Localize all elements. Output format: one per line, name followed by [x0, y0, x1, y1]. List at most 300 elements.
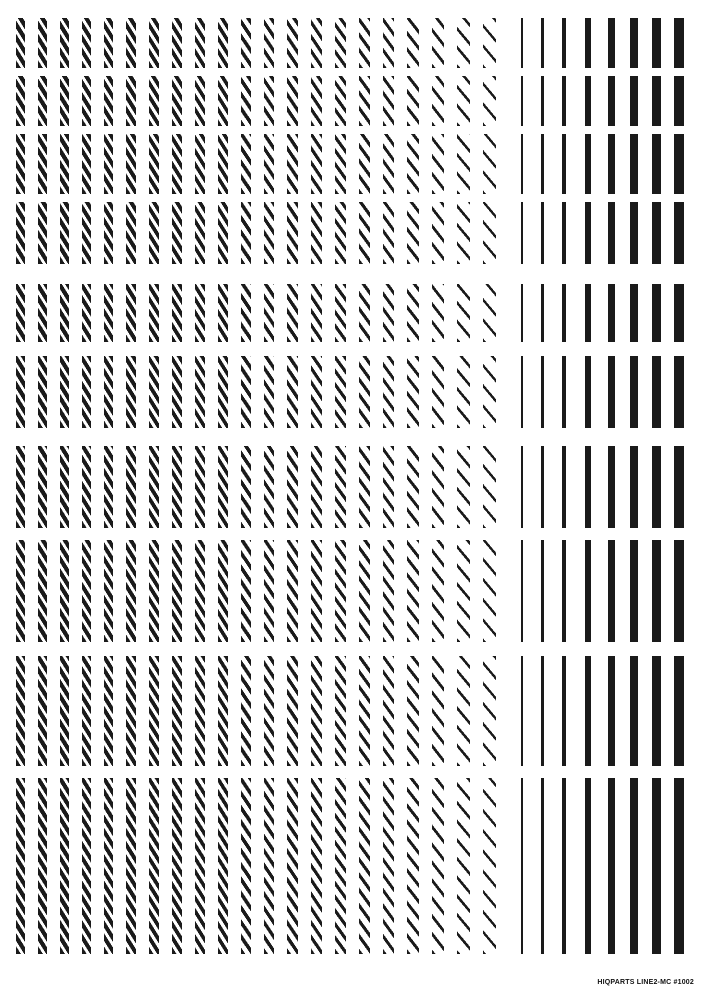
striped-bar	[311, 202, 322, 264]
striped-bar	[264, 134, 274, 194]
striped-bar	[383, 18, 394, 68]
striped-bar	[149, 540, 159, 642]
striped-bar	[82, 656, 91, 766]
striped-bar	[241, 284, 251, 342]
striped-bar	[172, 18, 182, 68]
striped-bar	[218, 356, 228, 428]
striped-bar	[16, 356, 25, 428]
striped-bar	[60, 356, 69, 428]
striped-bar	[241, 18, 251, 68]
striped-bar	[383, 656, 394, 766]
solid-bar	[585, 356, 591, 428]
striped-bar	[172, 656, 182, 766]
striped-bar	[126, 446, 136, 528]
solid-bar	[630, 202, 638, 264]
striped-bar	[195, 356, 205, 428]
striped-bar	[432, 18, 444, 68]
striped-bar	[457, 540, 470, 642]
striped-bar	[359, 284, 370, 342]
striped-bar	[60, 134, 69, 194]
solid-bar	[521, 356, 523, 428]
striped-bar	[311, 446, 322, 528]
solid-bar	[585, 656, 591, 766]
striped-bar	[383, 76, 394, 126]
striped-bar	[432, 284, 444, 342]
striped-bar	[126, 202, 136, 264]
striped-bar	[82, 18, 91, 68]
striped-bar	[60, 76, 69, 126]
striped-bar	[407, 656, 419, 766]
striped-bar	[432, 446, 444, 528]
striped-bar	[241, 778, 251, 954]
striped-bar	[126, 778, 136, 954]
solid-bar	[562, 134, 566, 194]
striped-bar	[195, 656, 205, 766]
solid-bar	[652, 76, 661, 126]
striped-bar	[407, 18, 419, 68]
solid-bar	[674, 778, 684, 954]
solid-bar	[674, 446, 684, 528]
solid-bar	[562, 202, 566, 264]
striped-bar	[287, 778, 298, 954]
striped-bar	[195, 18, 205, 68]
pattern-band	[0, 76, 706, 126]
solid-bar	[541, 18, 544, 68]
striped-bar	[287, 656, 298, 766]
striped-bar	[38, 778, 47, 954]
striped-bar	[82, 540, 91, 642]
striped-bar	[126, 656, 136, 766]
solid-bar	[521, 134, 523, 194]
striped-bar	[82, 778, 91, 954]
striped-bar	[38, 76, 47, 126]
striped-bar	[432, 134, 444, 194]
striped-bar	[359, 202, 370, 264]
striped-bar	[126, 18, 136, 68]
striped-bar	[149, 446, 159, 528]
striped-bar	[335, 540, 346, 642]
striped-bar	[407, 202, 419, 264]
striped-bar	[60, 202, 69, 264]
striped-bar	[172, 76, 182, 126]
striped-bar	[172, 356, 182, 428]
striped-bar	[60, 540, 69, 642]
striped-bar	[335, 76, 346, 126]
striped-bar	[287, 356, 298, 428]
solid-bar	[630, 284, 638, 342]
striped-bar	[287, 540, 298, 642]
solid-bar	[608, 356, 615, 428]
striped-bar	[483, 656, 496, 766]
striped-bar	[335, 446, 346, 528]
striped-bar	[241, 446, 251, 528]
striped-bar	[172, 202, 182, 264]
striped-bar	[483, 18, 496, 68]
striped-bar	[483, 446, 496, 528]
striped-bar	[38, 202, 47, 264]
solid-bar	[541, 446, 544, 528]
pattern-band	[0, 656, 706, 766]
striped-bar	[126, 284, 136, 342]
striped-bar	[172, 284, 182, 342]
striped-bar	[457, 656, 470, 766]
solid-bar	[608, 202, 615, 264]
striped-bar	[407, 540, 419, 642]
striped-bar	[218, 656, 228, 766]
solid-bar	[652, 18, 661, 68]
striped-bar	[82, 76, 91, 126]
solid-bar	[585, 18, 591, 68]
striped-bar	[16, 540, 25, 642]
striped-bar	[457, 134, 470, 194]
solid-bar	[585, 446, 591, 528]
solid-bar	[521, 778, 523, 954]
striped-bar	[407, 76, 419, 126]
striped-bar	[383, 202, 394, 264]
striped-bar	[483, 202, 496, 264]
striped-bar	[126, 76, 136, 126]
striped-bar	[38, 18, 47, 68]
pattern-band	[0, 540, 706, 642]
pattern-band	[0, 202, 706, 264]
striped-bar	[149, 284, 159, 342]
solid-bar	[608, 284, 615, 342]
solid-bar	[630, 778, 638, 954]
striped-bar	[264, 540, 274, 642]
solid-bar	[674, 284, 684, 342]
solid-bar	[521, 18, 523, 68]
striped-bar	[311, 284, 322, 342]
striped-bar	[104, 202, 113, 264]
striped-bar	[126, 540, 136, 642]
pattern-band	[0, 778, 706, 954]
pattern-band	[0, 284, 706, 342]
striped-bar	[241, 76, 251, 126]
striped-bar	[359, 18, 370, 68]
striped-bar	[264, 202, 274, 264]
solid-bar	[521, 656, 523, 766]
striped-bar	[172, 446, 182, 528]
solid-bar	[674, 202, 684, 264]
solid-bar	[608, 778, 615, 954]
solid-bar	[608, 446, 615, 528]
striped-bar	[82, 356, 91, 428]
striped-bar	[383, 446, 394, 528]
solid-bar	[674, 540, 684, 642]
striped-bar	[218, 284, 228, 342]
striped-bar	[311, 778, 322, 954]
solid-bar	[674, 656, 684, 766]
striped-bar	[383, 778, 394, 954]
striped-bar	[287, 446, 298, 528]
pattern-band	[0, 446, 706, 528]
solid-bar	[630, 540, 638, 642]
striped-bar	[82, 202, 91, 264]
striped-bar	[335, 284, 346, 342]
striped-bar	[82, 446, 91, 528]
striped-bar	[264, 778, 274, 954]
striped-bar	[104, 778, 113, 954]
solid-bar	[521, 202, 523, 264]
solid-bar	[674, 76, 684, 126]
striped-bar	[264, 356, 274, 428]
solid-bar	[521, 540, 523, 642]
solid-bar	[562, 284, 566, 342]
striped-bar	[359, 540, 370, 642]
striped-bar	[104, 18, 113, 68]
striped-bar	[483, 778, 496, 954]
solid-bar	[585, 284, 591, 342]
striped-bar	[38, 284, 47, 342]
solid-bar	[562, 18, 566, 68]
striped-bar	[432, 656, 444, 766]
striped-bar	[432, 202, 444, 264]
sheet-caption: HIQPARTS LINE2-MC #1002	[597, 979, 694, 986]
striped-bar	[218, 778, 228, 954]
striped-bar	[218, 134, 228, 194]
solid-bar	[541, 778, 544, 954]
solid-bar	[562, 356, 566, 428]
solid-bar	[652, 540, 661, 642]
striped-bar	[195, 778, 205, 954]
solid-bar	[541, 284, 544, 342]
striped-bar	[38, 540, 47, 642]
solid-bar	[652, 656, 661, 766]
solid-bar	[562, 540, 566, 642]
solid-bar	[585, 540, 591, 642]
solid-bar	[608, 540, 615, 642]
solid-bar	[541, 656, 544, 766]
striped-bar	[483, 284, 496, 342]
solid-bar	[652, 134, 661, 194]
solid-bar	[630, 18, 638, 68]
solid-bar	[585, 778, 591, 954]
solid-bar	[608, 134, 615, 194]
striped-bar	[195, 134, 205, 194]
striped-bar	[104, 656, 113, 766]
striped-bar	[432, 76, 444, 126]
striped-bar	[359, 656, 370, 766]
solid-bar	[585, 76, 591, 126]
striped-bar	[457, 356, 470, 428]
striped-bar	[311, 76, 322, 126]
striped-bar	[60, 18, 69, 68]
striped-bar	[335, 134, 346, 194]
solid-bar	[630, 76, 638, 126]
solid-bar	[674, 134, 684, 194]
striped-bar	[383, 134, 394, 194]
striped-bar	[335, 356, 346, 428]
striped-bar	[218, 18, 228, 68]
striped-bar	[483, 76, 496, 126]
solid-bar	[585, 202, 591, 264]
striped-bar	[311, 540, 322, 642]
striped-bar	[483, 540, 496, 642]
striped-bar	[287, 202, 298, 264]
striped-bar	[483, 134, 496, 194]
striped-bar	[16, 284, 25, 342]
striped-bar	[149, 356, 159, 428]
striped-bar	[407, 284, 419, 342]
striped-bar	[264, 446, 274, 528]
striped-bar	[359, 778, 370, 954]
solid-bar	[630, 134, 638, 194]
striped-bar	[218, 202, 228, 264]
pattern-band	[0, 134, 706, 194]
striped-bar	[16, 76, 25, 126]
solid-bar	[541, 134, 544, 194]
striped-bar	[432, 356, 444, 428]
striped-bar	[126, 134, 136, 194]
striped-bar	[104, 356, 113, 428]
solid-bar	[541, 202, 544, 264]
striped-bar	[335, 202, 346, 264]
striped-bar	[407, 778, 419, 954]
striped-bar	[16, 18, 25, 68]
striped-bar	[311, 656, 322, 766]
striped-bar	[82, 284, 91, 342]
striped-bar	[335, 656, 346, 766]
striped-bar	[218, 446, 228, 528]
striped-bar	[149, 18, 159, 68]
striped-bar	[195, 202, 205, 264]
striped-bar	[311, 356, 322, 428]
striped-bar	[264, 284, 274, 342]
striped-bar	[149, 778, 159, 954]
striped-bar	[241, 356, 251, 428]
solid-bar	[652, 446, 661, 528]
striped-bar	[126, 356, 136, 428]
striped-bar	[241, 540, 251, 642]
striped-bar	[311, 18, 322, 68]
striped-bar	[264, 656, 274, 766]
striped-bar	[457, 284, 470, 342]
solid-bar	[674, 18, 684, 68]
striped-bar	[457, 202, 470, 264]
solid-bar	[608, 656, 615, 766]
striped-bar	[172, 134, 182, 194]
striped-bar	[60, 778, 69, 954]
striped-bar	[38, 134, 47, 194]
striped-bar	[82, 134, 91, 194]
striped-bar	[149, 76, 159, 126]
striped-bar	[407, 134, 419, 194]
striped-bar	[457, 76, 470, 126]
pattern-band	[0, 18, 706, 68]
striped-bar	[287, 134, 298, 194]
solid-bar	[562, 76, 566, 126]
solid-bar	[541, 356, 544, 428]
striped-bar	[383, 540, 394, 642]
striped-bar	[241, 202, 251, 264]
solid-bar	[630, 356, 638, 428]
striped-bar	[16, 202, 25, 264]
striped-bar	[383, 356, 394, 428]
solid-bar	[541, 540, 544, 642]
striped-bar	[38, 656, 47, 766]
solid-bar	[608, 76, 615, 126]
striped-bar	[195, 446, 205, 528]
solid-bar	[521, 76, 523, 126]
striped-bar	[104, 76, 113, 126]
striped-bar	[359, 356, 370, 428]
striped-bar	[172, 540, 182, 642]
striped-bar	[311, 134, 322, 194]
striped-bar	[383, 284, 394, 342]
solid-bar	[521, 446, 523, 528]
striped-bar	[335, 18, 346, 68]
striped-bar	[149, 656, 159, 766]
striped-bar	[359, 76, 370, 126]
striped-bar	[407, 446, 419, 528]
striped-bar	[483, 356, 496, 428]
striped-bar	[195, 540, 205, 642]
striped-bar	[104, 134, 113, 194]
striped-bar	[359, 134, 370, 194]
striped-bar	[60, 446, 69, 528]
striped-bar	[16, 446, 25, 528]
striped-bar	[359, 446, 370, 528]
solid-bar	[652, 284, 661, 342]
striped-bar	[60, 656, 69, 766]
solid-bar	[608, 18, 615, 68]
solid-bar	[562, 778, 566, 954]
solid-bar	[562, 656, 566, 766]
striped-bar	[195, 76, 205, 126]
striped-bar	[287, 76, 298, 126]
striped-bar	[287, 18, 298, 68]
striped-bar	[287, 284, 298, 342]
striped-bar	[172, 778, 182, 954]
striped-bar	[432, 778, 444, 954]
solid-bar	[562, 446, 566, 528]
striped-bar	[38, 446, 47, 528]
striped-bar	[407, 356, 419, 428]
striped-bar	[104, 446, 113, 528]
solid-bar	[630, 656, 638, 766]
striped-bar	[104, 284, 113, 342]
solid-bar	[652, 356, 661, 428]
striped-bar	[16, 134, 25, 194]
striped-bar	[149, 134, 159, 194]
striped-bar	[264, 76, 274, 126]
solid-bar	[674, 356, 684, 428]
solid-bar	[521, 284, 523, 342]
striped-bar	[195, 284, 205, 342]
striped-bar	[457, 446, 470, 528]
striped-bar	[60, 284, 69, 342]
solid-bar	[541, 76, 544, 126]
striped-bar	[16, 656, 25, 766]
solid-bar	[630, 446, 638, 528]
striped-bar	[241, 656, 251, 766]
striped-bar	[432, 540, 444, 642]
striped-bar	[149, 202, 159, 264]
striped-bar	[218, 76, 228, 126]
striped-bar	[457, 778, 470, 954]
striped-bar	[264, 18, 274, 68]
striped-bar	[16, 778, 25, 954]
striped-bar	[104, 540, 113, 642]
solid-bar	[585, 134, 591, 194]
pattern-band	[0, 356, 706, 428]
striped-bar	[457, 18, 470, 68]
striped-bar	[335, 778, 346, 954]
solid-bar	[652, 202, 661, 264]
striped-bar	[241, 134, 251, 194]
striped-bar	[38, 356, 47, 428]
solid-bar	[652, 778, 661, 954]
